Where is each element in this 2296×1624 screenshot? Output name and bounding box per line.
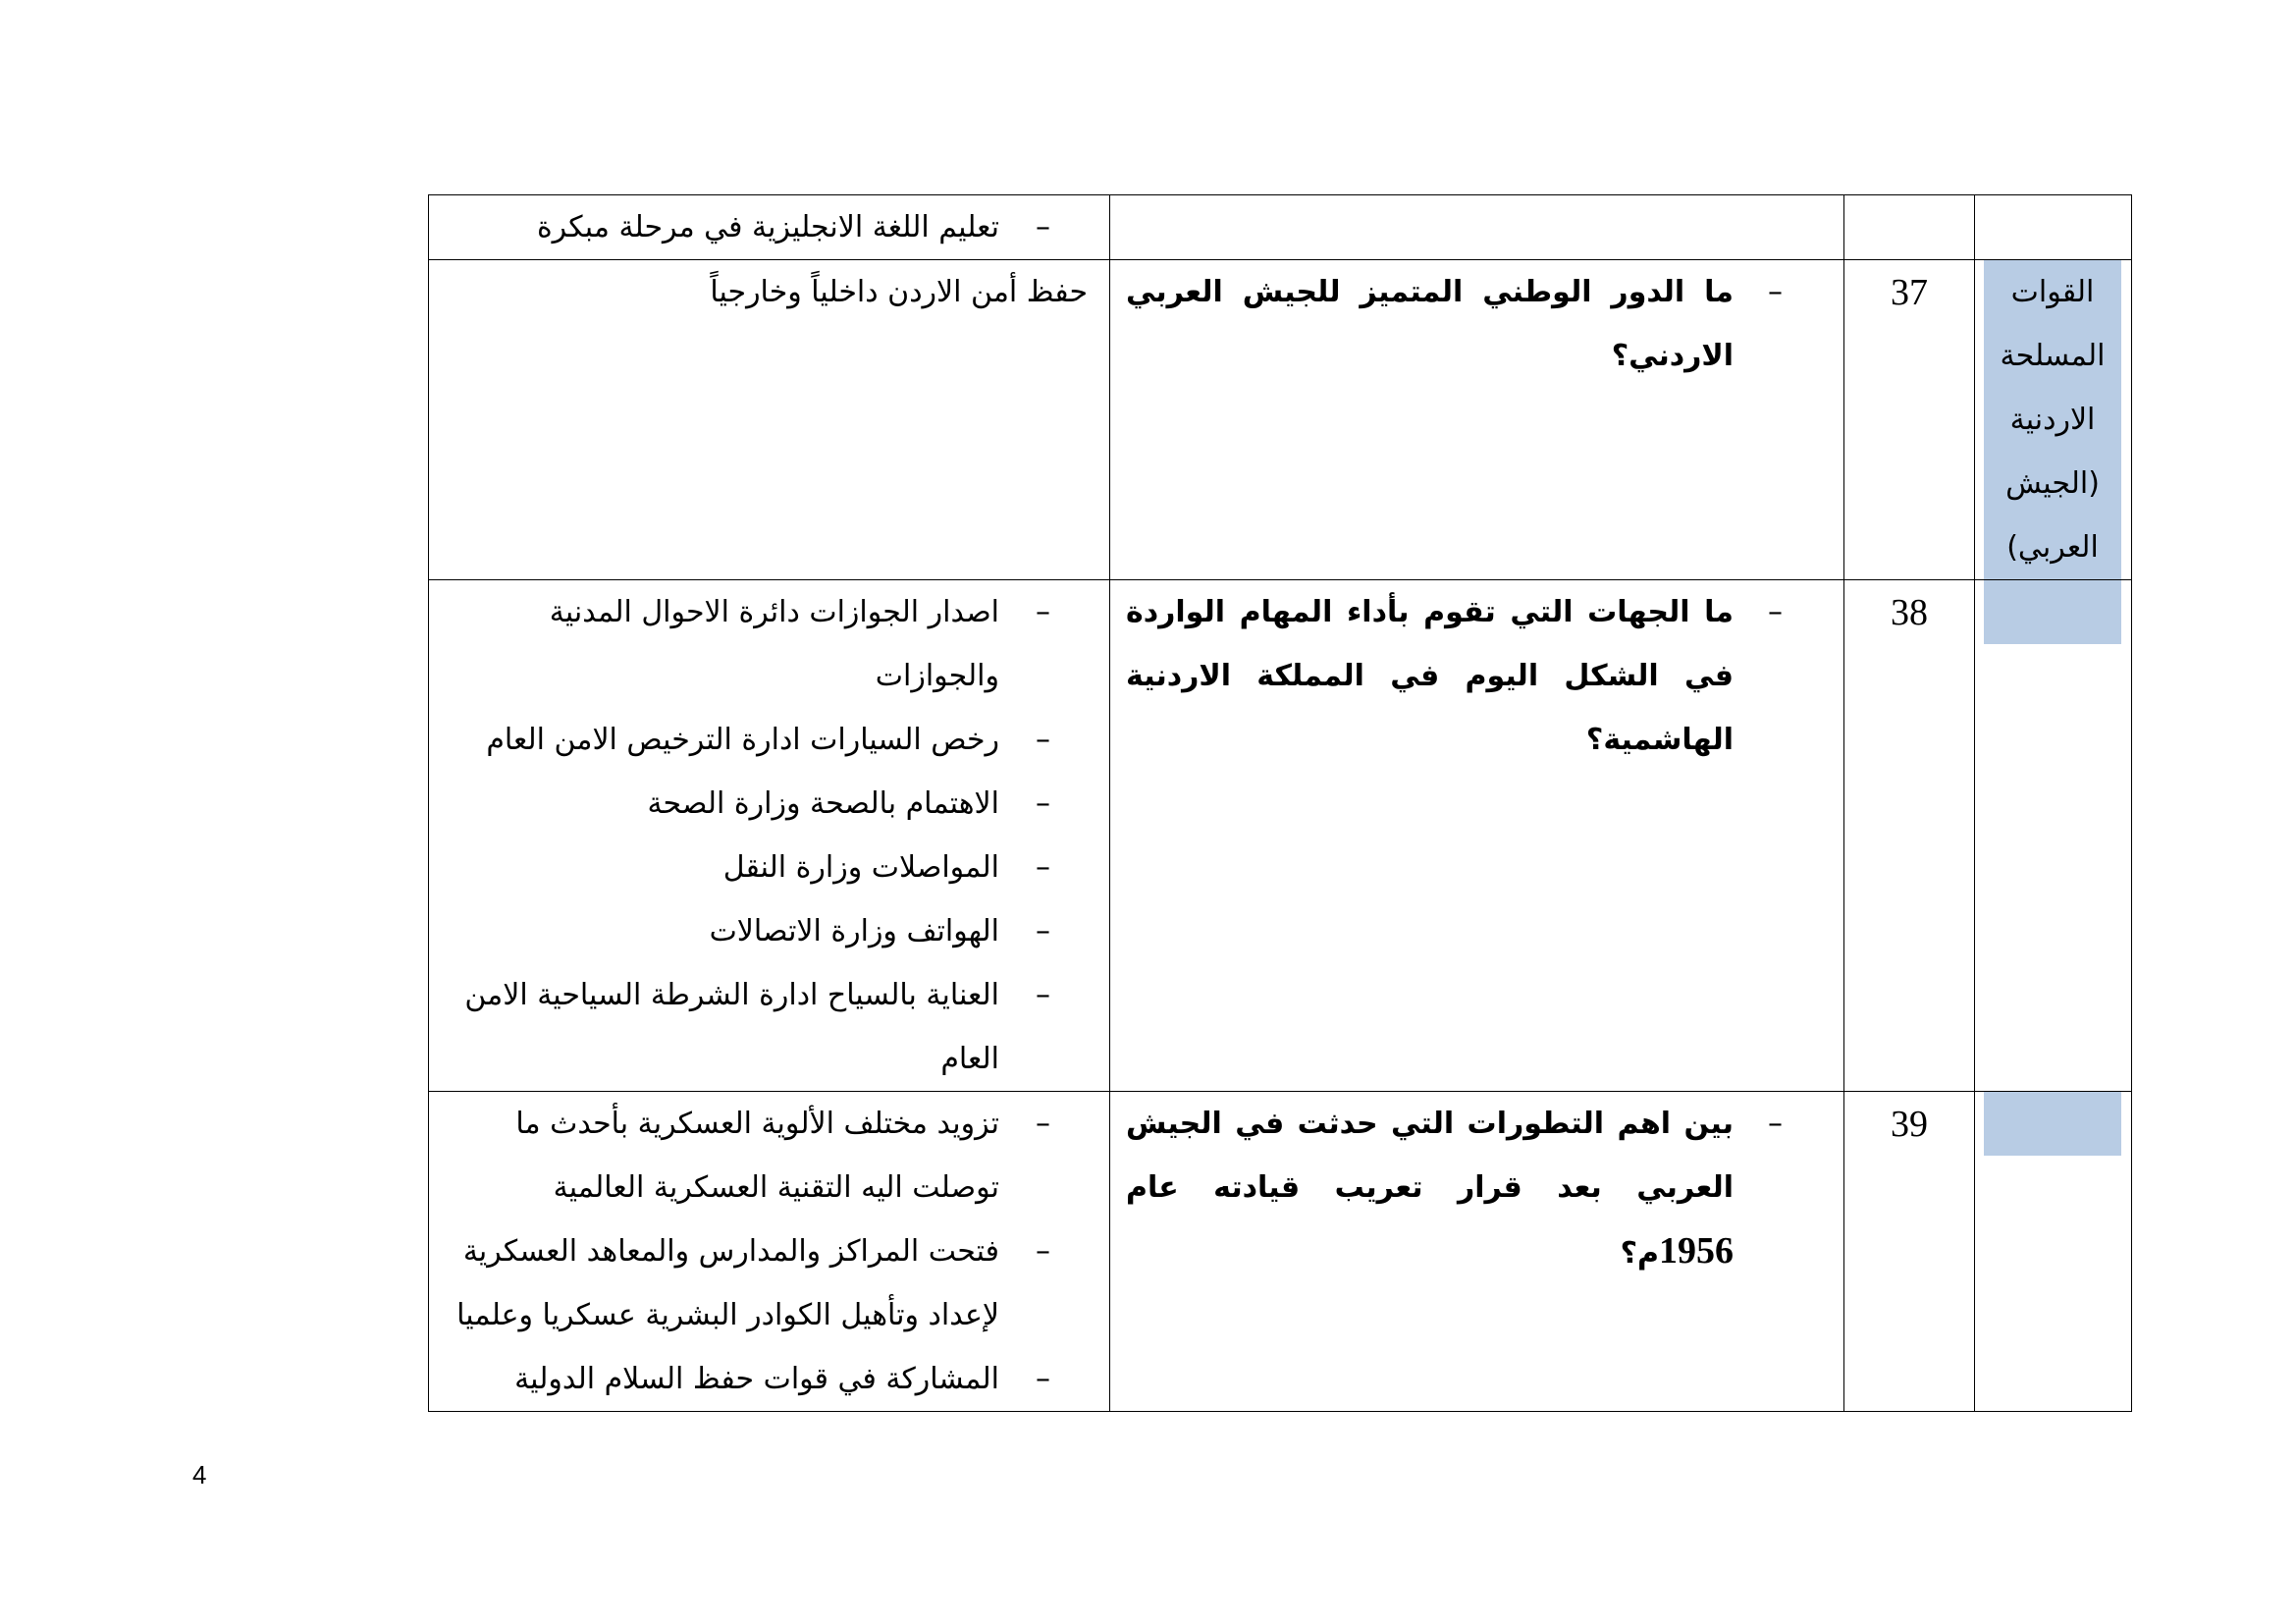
answer-item: – تزويد مختلف الألوية العسكرية بأحدث ما توصلت اليه التقنية العسكرية العالمية	[429, 1092, 1109, 1219]
table-row	[429, 1092, 2132, 1412]
question-number: 38	[1891, 592, 1928, 633]
answer-item: – اصدار الجوازات دائرة الاحوال المدنية والجوازات	[429, 580, 1109, 708]
dash-bullet: –	[1036, 914, 1050, 948]
page-number: 4	[192, 1460, 207, 1489]
dash-bullet: –	[1036, 1107, 1050, 1141]
topic-label: القوات المسلحة الاردنية (الجيش العربي)	[1984, 260, 2121, 579]
dash-bullet: –	[1036, 786, 1050, 821]
table-row	[429, 195, 2132, 260]
dash-bullet: –	[1036, 850, 1050, 885]
topic-highlight	[1984, 580, 2121, 644]
number-cell	[1844, 580, 1975, 1092]
answer-item: – الاهتمام بالصحة وزارة الصحة	[429, 772, 1109, 836]
dash-bullet: –	[1768, 275, 1783, 309]
dash-bullet: –	[1036, 978, 1050, 1012]
question-cell	[1110, 580, 1844, 1092]
answer-cell	[429, 195, 1110, 260]
answer-cell	[429, 580, 1110, 1092]
answer-item: – الهواتف وزارة الاتصالات	[429, 899, 1109, 963]
question-cell	[1110, 195, 1844, 260]
topic-cell	[1975, 1092, 2132, 1412]
question-cell	[1110, 1092, 1844, 1412]
topic-cell	[1975, 195, 2132, 260]
dash-bullet: –	[1036, 723, 1050, 757]
question-number: 37	[1891, 272, 1928, 313]
answer-item: – المواصلات وزارة النقل	[429, 836, 1109, 899]
dash-bullet: –	[1036, 1362, 1050, 1396]
answer-item: – رخص السيارات ادارة الترخيص الامن العام	[429, 708, 1109, 772]
question-text: – ما الجهات التي تقوم بأداء المهام الواردة في الشكل اليوم في المملكة الاردنية الهاشمية؟	[1110, 580, 1843, 772]
answer-cell	[429, 1092, 1110, 1412]
number-cell	[1844, 195, 1975, 260]
question-text: – بين اهم التطورات التي حدثت في الجيش العربي بعد قرار تعريب قيادته عام 1956م؟	[1110, 1092, 1843, 1285]
answer-item: – العناية بالسياح ادارة الشرطة السياحية الامن العام	[429, 963, 1109, 1091]
dash-bullet: –	[1768, 1107, 1783, 1141]
questions-table	[428, 194, 2132, 1412]
question-number: 39	[1891, 1104, 1928, 1145]
topic-highlight	[1984, 1092, 2121, 1156]
table-row	[429, 580, 2132, 1092]
topic-cell	[1975, 580, 2132, 1092]
answer-cell	[429, 260, 1110, 580]
dash-bullet: –	[1036, 210, 1050, 244]
dash-bullet: –	[1036, 595, 1050, 629]
question-text: – ما الدور الوطني المتميز للجيش العربي الاردني؟	[1110, 260, 1843, 388]
number-cell	[1844, 260, 1975, 580]
answer-item: – المشاركة في قوات حفظ السلام الدولية	[429, 1347, 1109, 1411]
answer-text: حفظ أمن الاردن داخلياً وخارجياً	[710, 275, 1088, 309]
table-row	[429, 260, 2132, 580]
number-cell	[1844, 1092, 1975, 1412]
answer-item: – تعليم اللغة الانجليزية في مرحلة مبكرة	[429, 195, 1109, 259]
topic-cell	[1975, 260, 2132, 580]
question-cell	[1110, 260, 1844, 580]
dash-bullet: –	[1036, 1234, 1050, 1269]
answer-item: – فتحت المراكز والمدارس والمعاهد العسكرية لإعداد وتأهيل الكوادر البشرية عسكريا وعلميا	[429, 1219, 1109, 1347]
dash-bullet: –	[1768, 595, 1783, 629]
